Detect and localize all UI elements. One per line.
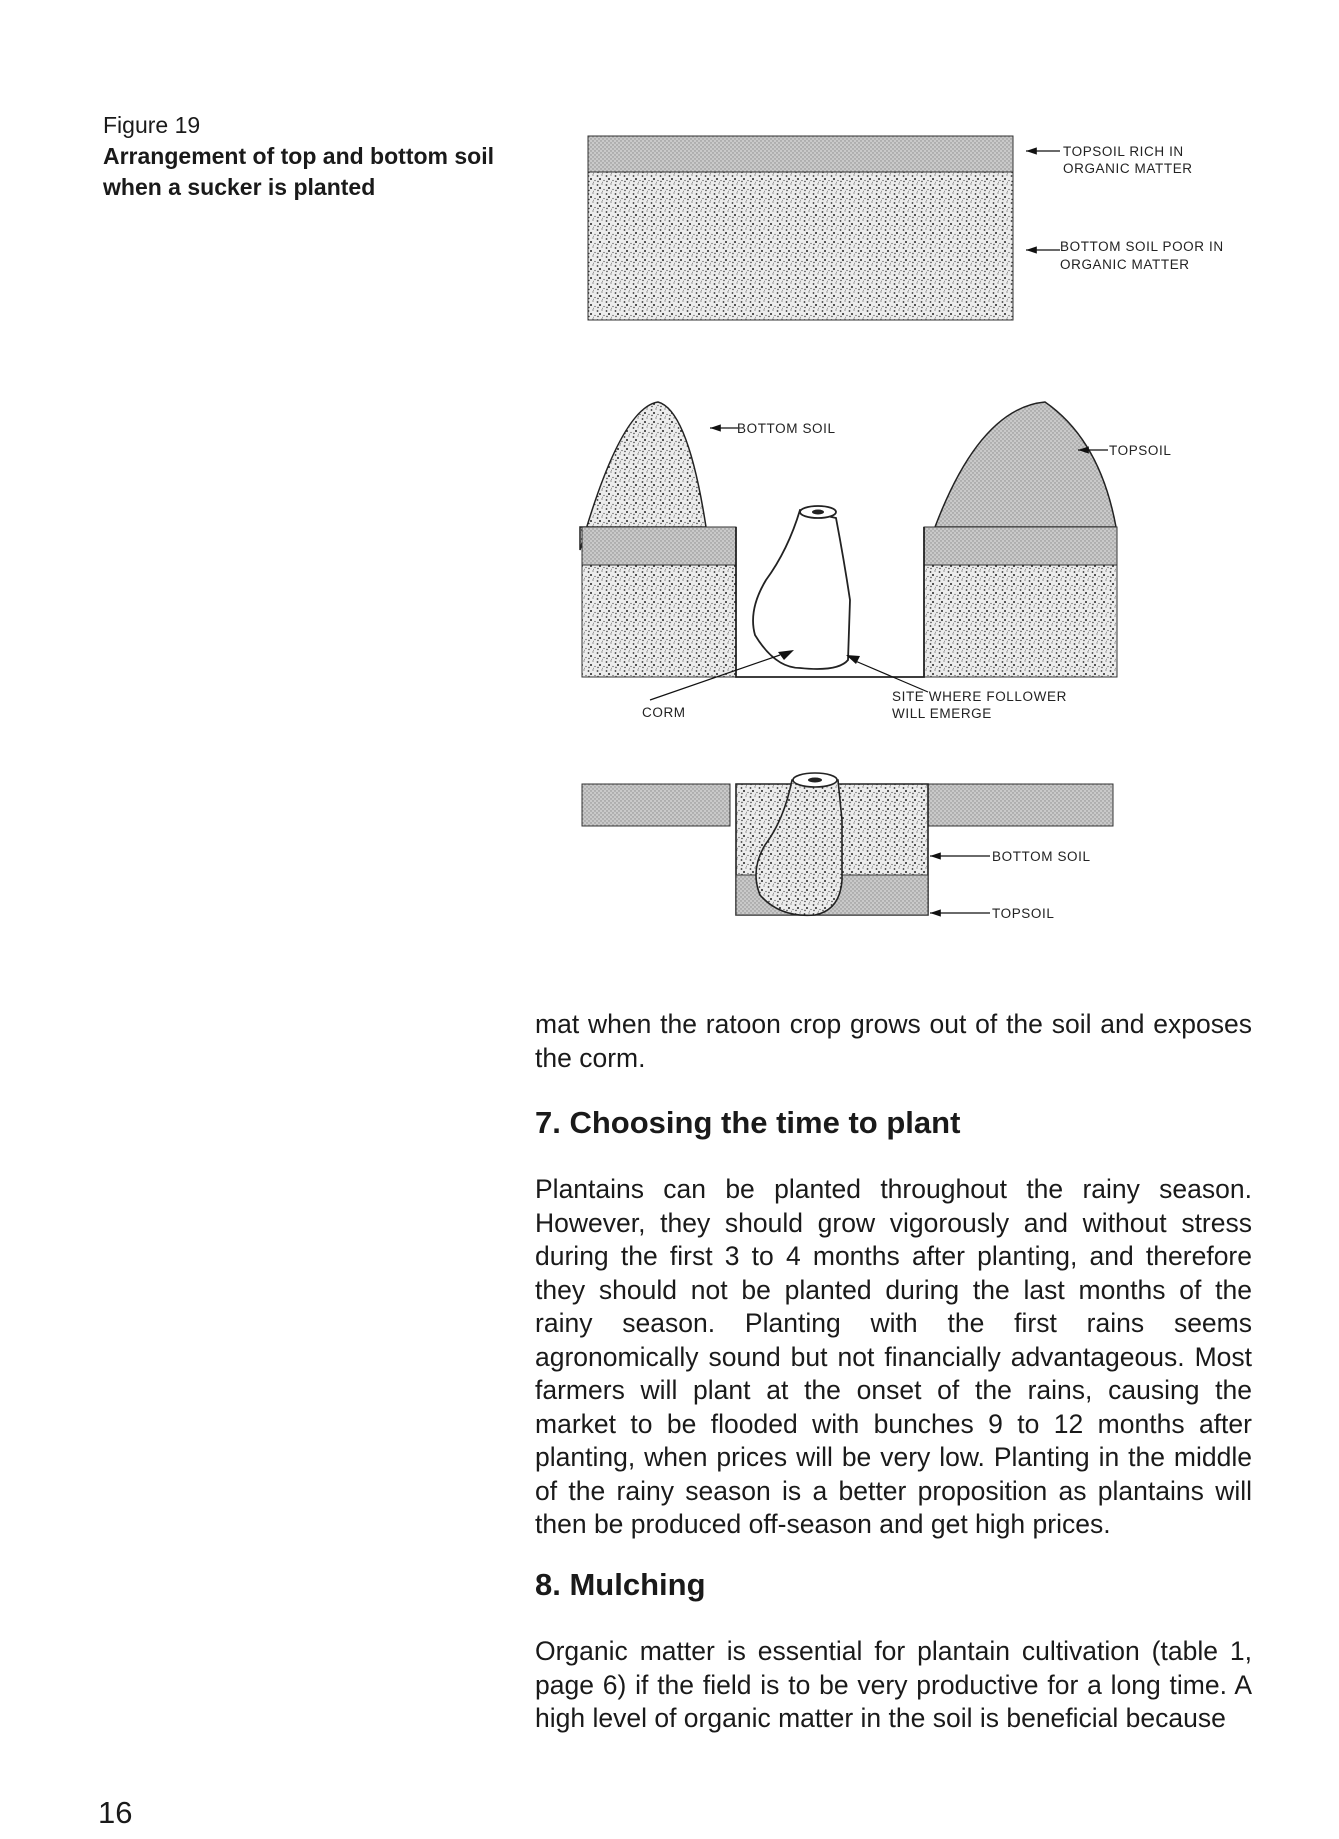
intro-paragraph [535, 1008, 1252, 1075]
label-bottom-soil-planted: BOTTOM SOIL [992, 849, 1091, 864]
label-bottom-poor-2: ORGANIC MATTER [1060, 257, 1190, 272]
section-8-body [535, 1635, 1252, 1736]
page-number: 16 [98, 1795, 133, 1830]
label-topsoil-right: TOPSOIL [1109, 443, 1172, 458]
intro-text: mat when the ratoon crop grows out of the soil and exposes the corm. [535, 1009, 1252, 1073]
label-site-2: WILL EMERGE [892, 706, 992, 721]
section-8-heading: 8. Mulching [535, 1567, 706, 1602]
soil-arrangement-figure [560, 120, 1280, 1000]
soil-profile-diagram [588, 136, 1224, 320]
section-7-paragraph: Plantains can be planted throughout the rainy season. However, they should grow vigorously and without stress during the first 3 to 4 months after planting, and therefore they should not be planted during the last months of the rainy season. Planting with the first rains seems agronomically sound but not financially advantageous. Most farmers will plant at the onset of the rains, causing the market to be flooded with bunches 9 to 12 months after planting, when prices will be very low. Planting in the middle of the rainy season is a better proposition as plantains will then be produced off-season and get high prices. [535, 1174, 1252, 1539]
label-topsoil-rich-1: TOPSOIL RICH IN [1063, 144, 1184, 159]
label-topsoil-rich-2: ORGANIC MATTER [1063, 161, 1193, 176]
label-bottom-poor-1: BOTTOM SOIL POOR IN [1060, 239, 1224, 254]
section-7-heading: 7. Choosing the time to plant [535, 1105, 961, 1140]
section-7-body [535, 1173, 1252, 1542]
figure-number: Figure 19 [103, 112, 201, 138]
label-site-1: SITE WHERE FOLLOWER [892, 689, 1067, 704]
label-bottom-soil-left: BOTTOM SOIL [737, 421, 836, 436]
planted-sucker-diagram [582, 773, 1113, 921]
label-corm: CORM [642, 705, 686, 720]
section-8-paragraph: Organic matter is essential for plantain cultivation (table 1, page 6) if the field is to be very productive for a long time. A high level of organic matter in the soil is beneficial because [535, 1636, 1252, 1733]
figure-title: Arrangement of top and bottom soil when a sucker is planted [103, 143, 494, 200]
label-topsoil-planted: TOPSOIL [992, 906, 1055, 921]
planting-hole-diagram [580, 402, 1171, 721]
figure-caption [103, 110, 533, 203]
